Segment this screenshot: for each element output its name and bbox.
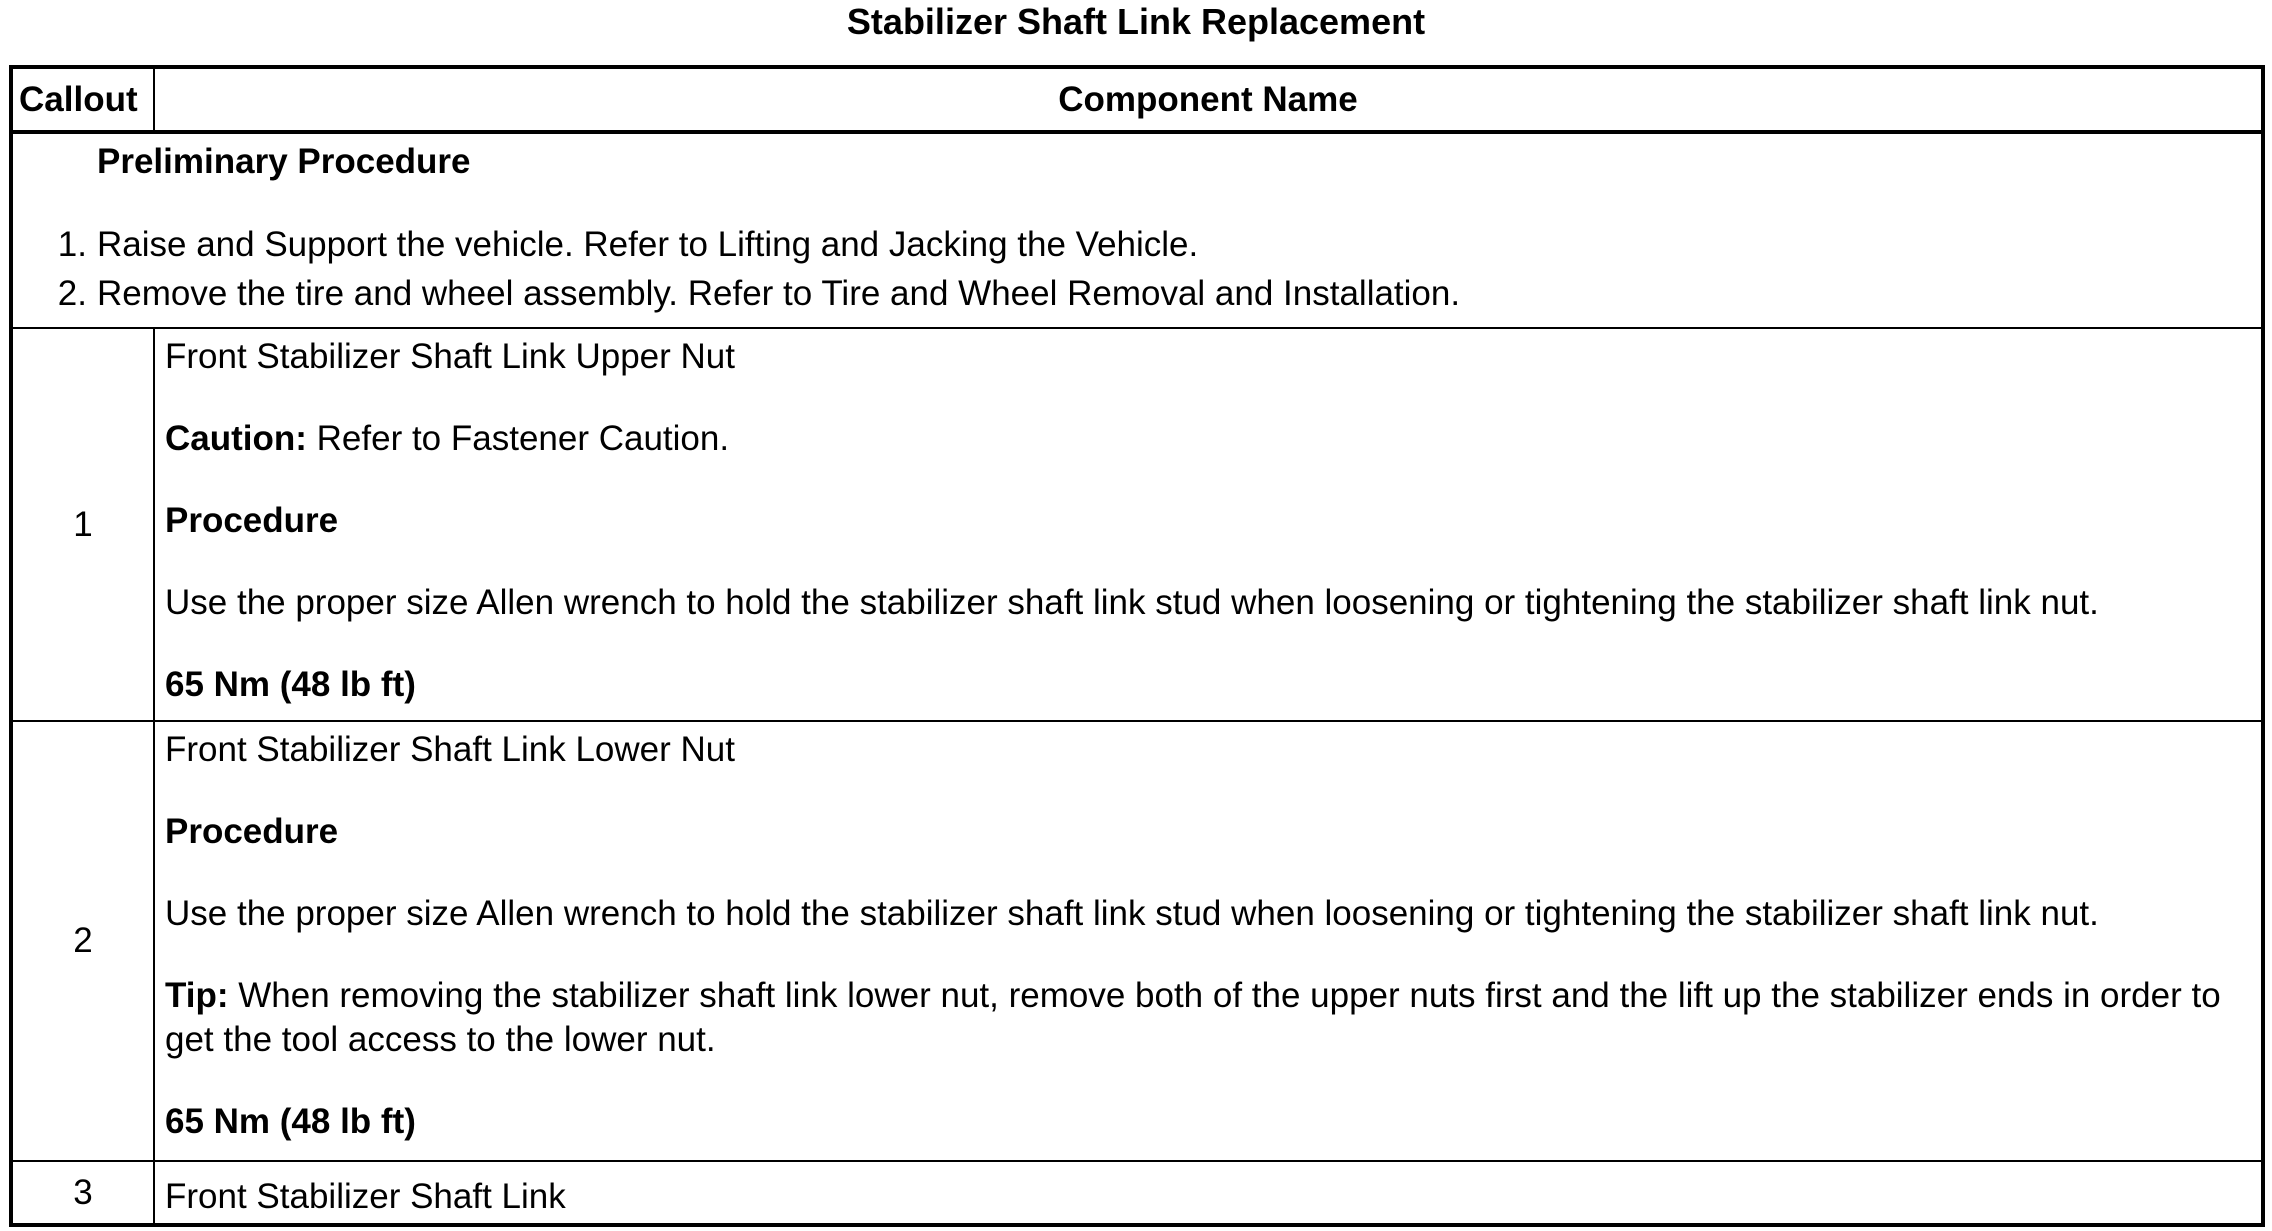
tip-note <box>165 974 2251 1062</box>
component-name-header: Component Name <box>154 67 2263 132</box>
preliminary-steps-list <box>13 220 2261 318</box>
torque-spec: 65 Nm (48 lb ft) <box>165 665 416 704</box>
table-header-row <box>11 67 2263 132</box>
preliminary-procedure-title: Preliminary Procedure <box>97 142 471 181</box>
procedure-heading: Procedure <box>165 812 339 851</box>
table-row <box>11 721 2263 1161</box>
caution-label: Caution: <box>165 419 307 458</box>
caution-note <box>165 417 2251 461</box>
caution-text: Refer to Fastener Caution. <box>306 419 730 458</box>
component-name: Front Stabilizer Shaft Link Upper Nut <box>165 337 735 376</box>
callout-header: Callout <box>11 67 154 132</box>
procedure-text: Use the proper size Allen wrench to hold the stabilizer shaft link stud when loosening or tightening the stabilizer shaft link nut. <box>165 583 2099 622</box>
document-title: Stabilizer Shaft Link Replacement <box>846 1 1426 42</box>
table-row <box>11 328 2263 721</box>
callout-cell: 3 <box>11 1161 154 1225</box>
procedure-heading: Procedure <box>165 501 339 540</box>
step-number: 1. <box>57 225 87 264</box>
tip-text: When removing the stabilizer shaft link lower nut, remove both of the upper nuts first and the lift up the stabilizer ends in order to get the tool access to the lower nut. <box>165 976 2221 1059</box>
table-row <box>11 1161 2263 1225</box>
step-text: Raise and Support the vehicle. Refer to Lifting and Jacking the Vehicle. <box>97 225 1199 264</box>
tip-label: Tip: <box>165 976 229 1015</box>
component-table <box>9 65 2265 1227</box>
step-number: 2. <box>57 274 87 313</box>
component-cell <box>154 721 2263 1161</box>
preliminary-procedure-cell <box>11 132 2263 328</box>
step-text: Remove the tire and wheel assembly. Refer to Tire and Wheel Removal and Installation. <box>97 274 1461 313</box>
torque-spec: 65 Nm (48 lb ft) <box>165 1102 416 1141</box>
component-cell <box>154 328 2263 721</box>
component-name: Front Stabilizer Shaft Link Lower Nut <box>165 730 735 769</box>
list-item <box>13 269 2261 318</box>
callout-cell: 2 <box>11 721 154 1161</box>
preliminary-procedure-row <box>11 132 2263 328</box>
component-name: Front Stabilizer Shaft Link <box>154 1161 2263 1225</box>
procedure-text: Use the proper size Allen wrench to hold the stabilizer shaft link stud when loosening or tightening the stabilizer shaft link nut. <box>165 894 2099 933</box>
list-item <box>13 220 2261 269</box>
callout-cell: 1 <box>11 328 154 721</box>
